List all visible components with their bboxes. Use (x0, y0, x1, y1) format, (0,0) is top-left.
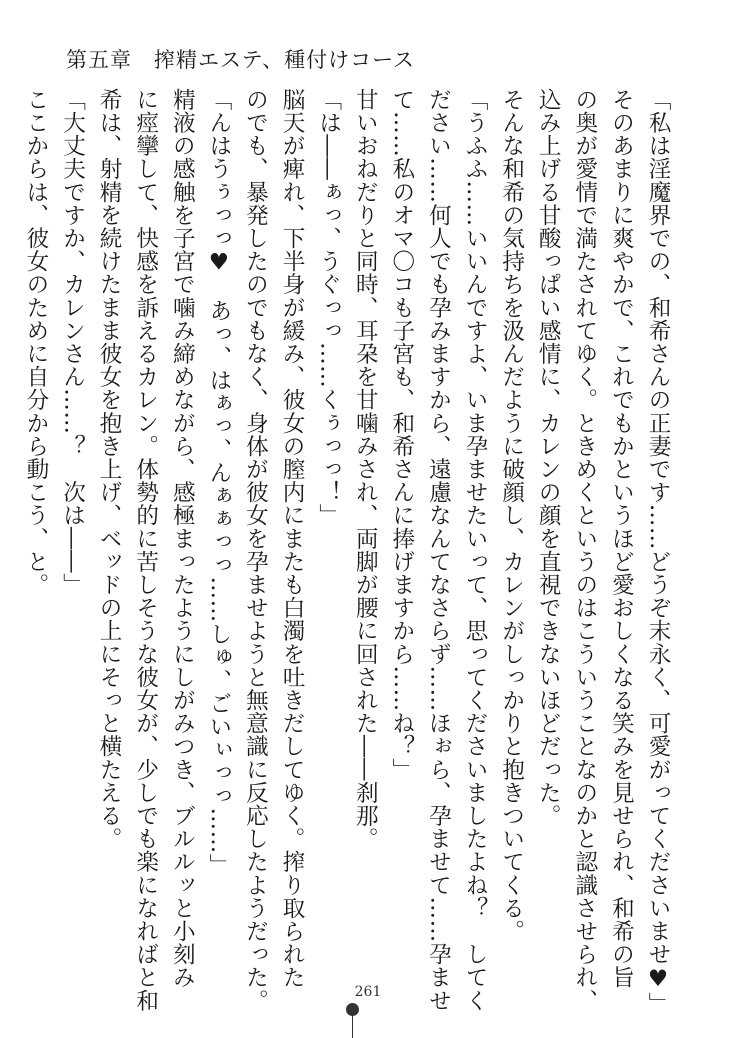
text-line: そのあまりに爽やかで、これでもかというほど愛おしくなる笑みを見せられ、和希の旨 (608, 88, 635, 989)
text-line: 「大丈夫ですか、カレンさん……？ 次は――」 (59, 88, 86, 597)
text-line: 脳天が痺れ、下半身が緩み、彼女の膣内にまたも白濁を吐きだしてゆく。搾り取られた (279, 88, 306, 989)
text-line: に痙攣して、快感を訴えるカレン。体勢的に苦しそうな彼女が、少しでも楽になればと和 (132, 88, 159, 1012)
bookmark-dot-icon (346, 1003, 359, 1016)
text-line: 「私は淫魔界での、和希さんの正妻です……どうぞ末永く、可愛がってくださいませ♥」 (645, 88, 671, 1016)
text-line: ださい……何人でも孕みますから、遠慮なんてなさらず……ほぉら、孕ませて……孕ませ (425, 88, 452, 1012)
text-line: 甘いおねだりと同時、耳朶を甘噛みされ、両脚が腰に回された――刹那。 (352, 88, 379, 851)
text-line: の奥が愛情で満たされてゆく。ときめくというのはこういうことなのかと認識させられ、 (571, 88, 598, 1012)
page-number: 261 (354, 984, 382, 1000)
text-line: 希は、射精を続けたまま彼女を抱き上げ、ベッドの上にそっと横たえる。 (96, 88, 123, 851)
chapter-header: 第五章 搾精エステ、種付けコース (66, 48, 416, 72)
text-line: ここからは、彼女のために自分から動こう、と。 (22, 88, 49, 597)
text-line: 込み上げる甘酸っぱい感情に、カレンの顔を直視できないほどだった。 (535, 88, 562, 828)
text-line: 「んはうぅっっ♥ あっ、はぁっ、んぁぁっっ……しゅ、ごいぃっっ……」 (205, 88, 232, 877)
text-line: て……私のオマ〇コも子宮も、和希さんに捧げますから……ね？」 (388, 88, 415, 781)
text-line: そんな和希の気持ちを汲んだように破顔し、カレンがしっかりと抱きついてくる。 (498, 88, 525, 943)
text-line: 「は――ぁっ、うぐっっ……くぅっっ！」 (315, 88, 342, 527)
text-line: 精液の感触を子宮で噛み締めながら、感極まったようにしがみつき、ブルルッと小刻み (169, 88, 196, 989)
text-line: 「うふふ……いいんですよ、いま孕ませたいって、思ってくださいましたよね？ してく (462, 88, 489, 1012)
text-line: のでも、暴発したのでもなく、身体が彼女を孕ませようと無意識に反応したようだった。 (242, 88, 269, 1012)
